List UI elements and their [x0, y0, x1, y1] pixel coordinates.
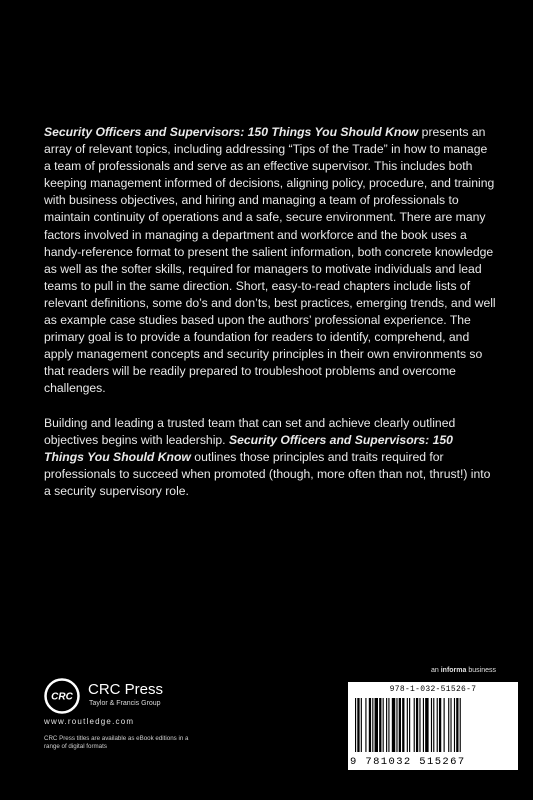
isbn-number: 978-1-032-51526-7	[389, 685, 477, 694]
description-text: Building and leading a trusted team that can set and achieve clearly outlined objectives begins with leadership.	[44, 415, 456, 447]
crc-press-logo	[44, 678, 80, 714]
publisher-name: CRC Press	[88, 681, 164, 698]
back-cover-description	[44, 124, 496, 517]
isbn-barcode	[348, 682, 518, 770]
publisher-group: Taylor & Francis Group	[89, 700, 161, 707]
description-paragraph-1	[44, 124, 496, 398]
informa-business-label: an informa business	[431, 667, 496, 674]
description-text: outlines those principles and traits required for professionals to succeed when promoted (though, more often than not, thrust!) into a security supervisory role.	[44, 449, 491, 498]
description-paragraph-2	[44, 415, 496, 500]
description-text: presents an array of relevant topics, including addressing “Tips of the Trade” in how to manage a team of professionals and serve as an effective supervisor. This includes both keeping management informed of decisions, aligning policy, procedure, and training with business objectives, and hiring and managing a team of professionals to maintain continuity of operations and a safe, secure environment. There are many factors involved in managing a department and workforce and the book uses a handy-reference format to present the salient information, both concrete knowledge as well as the softer skills, required for managers to motivate individuals and lead teams to pull in the same direction. Short, easy-to-read chapters include lists of relevant definitions, some do’s and don’ts, best practices, emerging trends, and well as example case studies based upon the authors’ professional experience. The primary goal is to provide a foundation for readers to identify, comprehend, and apply management concepts and security principles in their own environments so that readers will be readily prepared to troubleshoot problems and overcome challenges.	[44, 125, 496, 396]
book-title-italic: Security Officers and Supervisors: 150 Things You Should Know	[44, 125, 419, 139]
barcode-digits: 9 781032 515267	[350, 756, 466, 768]
svg-text:CRC: CRC	[51, 691, 73, 703]
ebook-availability-note: CRC Press titles are available as eBook editions in a range of digital formats	[44, 735, 189, 751]
book-title-italic: Security Officers and Supervisors: 150 Things You Should Know	[44, 432, 453, 464]
barcode-icon	[354, 698, 512, 752]
publisher-website[interactable]: www.routledge.com	[44, 717, 135, 726]
